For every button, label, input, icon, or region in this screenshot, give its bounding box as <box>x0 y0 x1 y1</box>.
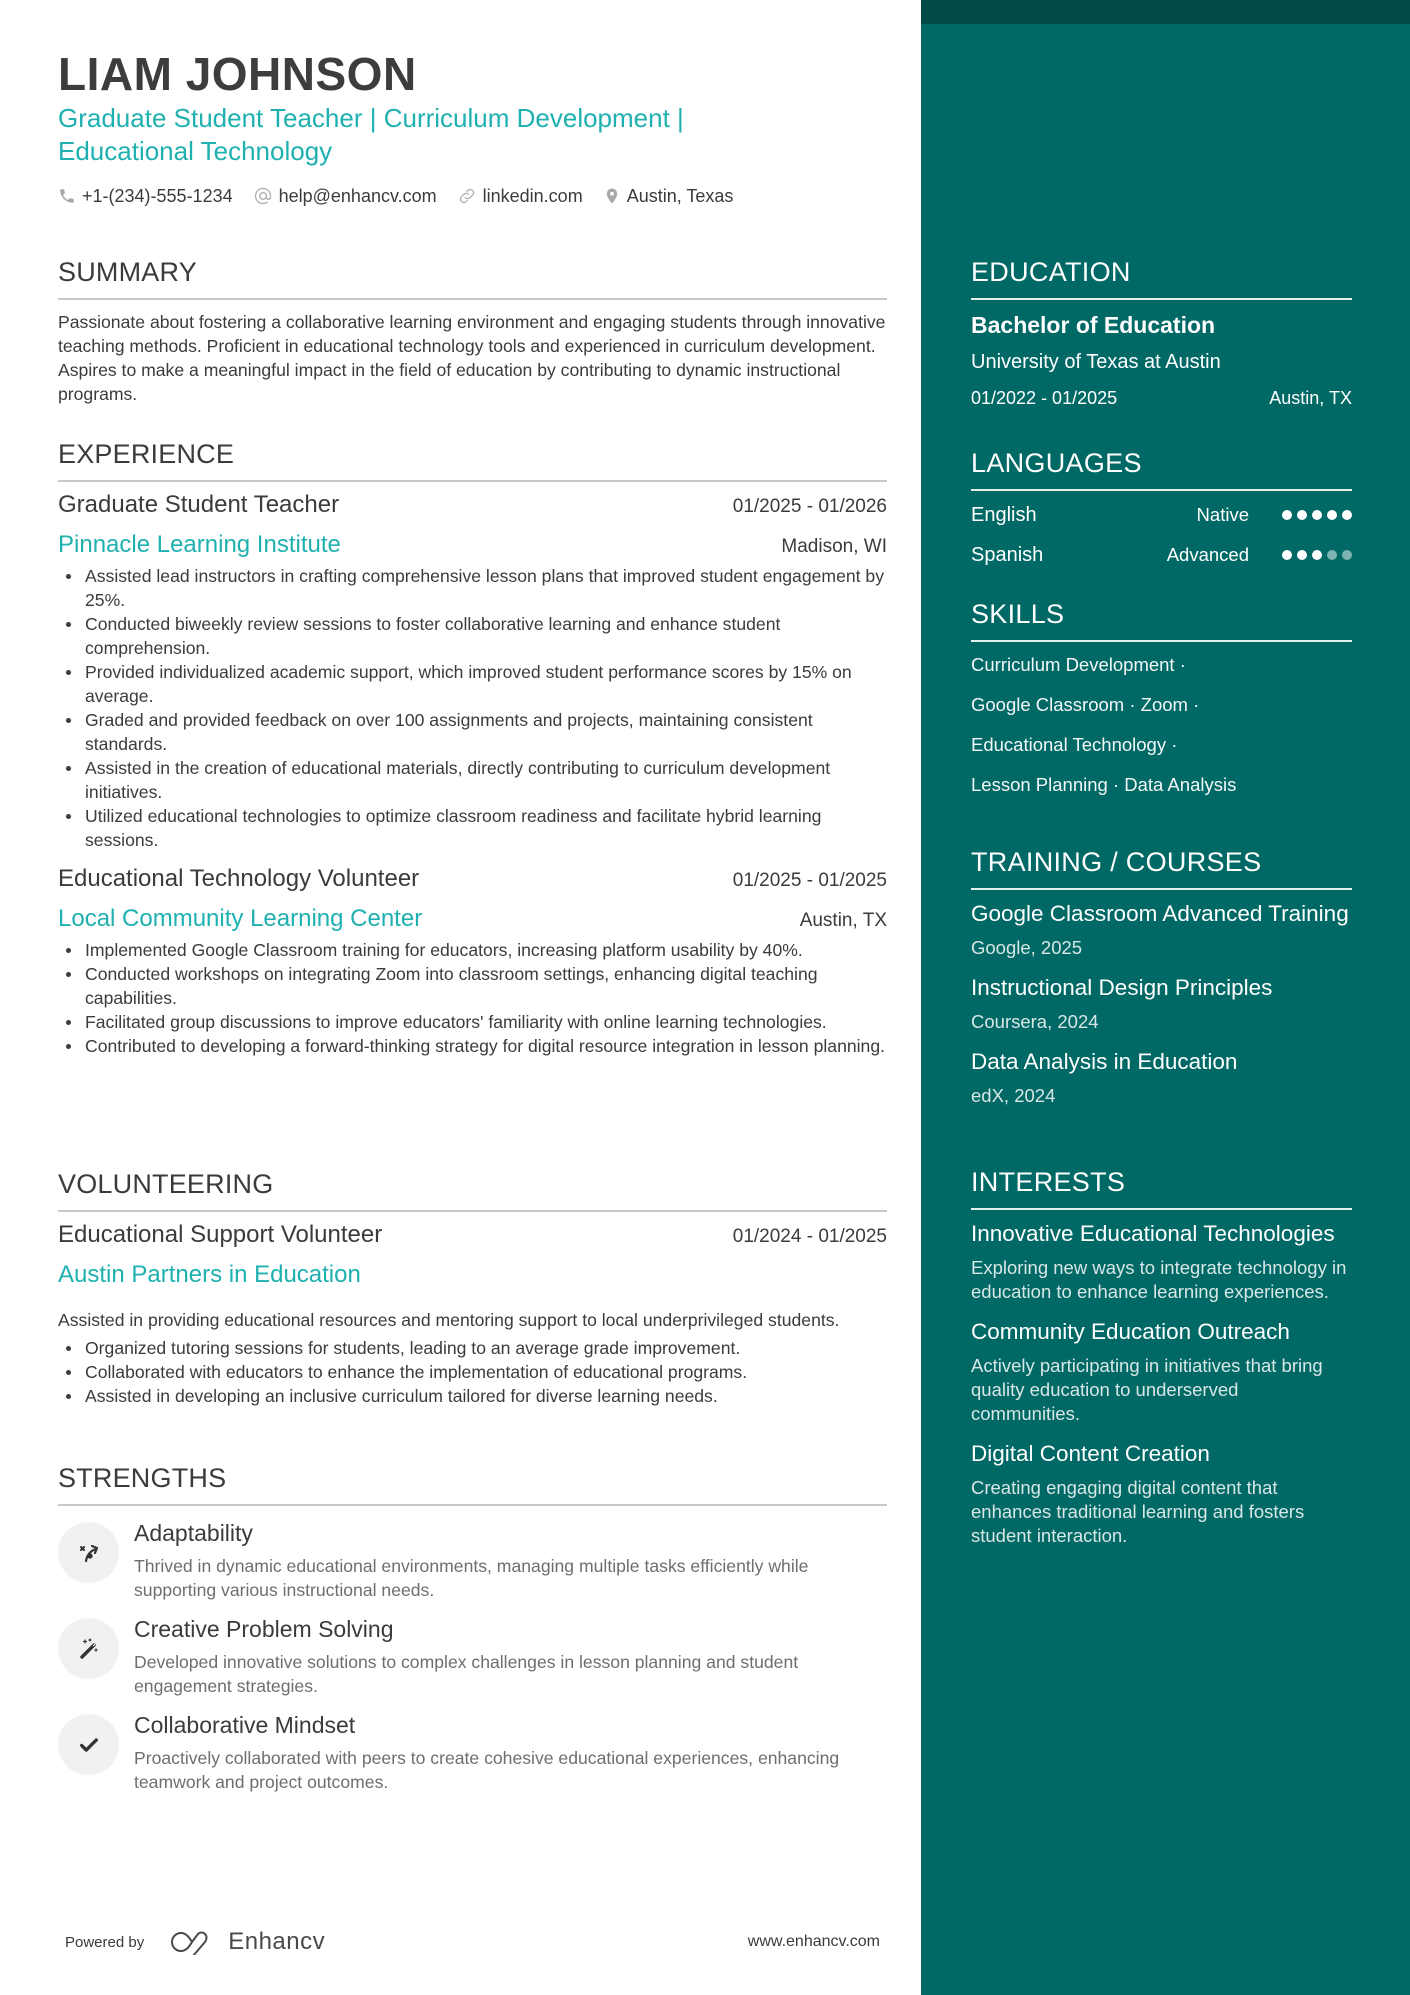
training-heading: TRAINING / COURSES <box>971 847 1262 877</box>
contact-location <box>603 186 734 207</box>
bullet-item: Assisted in developing an inclusive curriculum tailored for diverse learning needs. <box>58 1384 887 1408</box>
language-name: English <box>971 503 1037 526</box>
interest-title: Community Education Outreach <box>971 1319 1290 1344</box>
section-divider <box>58 1504 887 1506</box>
language-item <box>971 540 1352 570</box>
rating-dot-empty <box>1342 550 1352 560</box>
rating-dot-filled <box>1297 550 1307 560</box>
contact-linkedin[interactable] <box>457 186 583 207</box>
education-heading: EDUCATION <box>971 257 1131 287</box>
rating-dot-filled <box>1312 550 1322 560</box>
rating-dot-filled <box>1282 510 1292 520</box>
bullet-item: Utilized educational technologies to optimize classroom readiness and facilitate hybrid learning sessions. <box>58 804 887 852</box>
sidebar-top-bar <box>921 0 1410 24</box>
section-divider <box>971 298 1352 300</box>
checkmark-icon <box>58 1714 119 1775</box>
strength-title: Adaptability <box>134 1520 253 1546</box>
job-dates: 01/2025 - 01/2025 <box>732 870 887 891</box>
strategy-arrow-icon <box>58 1522 119 1583</box>
rating-dot-empty <box>1327 550 1337 560</box>
section-divider <box>971 888 1352 890</box>
phone-icon <box>58 187 76 205</box>
degree: Bachelor of Education <box>971 312 1216 338</box>
experience-entry <box>58 864 887 1058</box>
bullet-item: Facilitated group discussions to improve educators' familiarity with online learning technologies. <box>58 1010 887 1034</box>
volunteering-heading: VOLUNTEERING <box>58 1169 274 1199</box>
summary-heading: SUMMARY <box>58 257 197 287</box>
languages-heading: LANGUAGES <box>971 448 1142 478</box>
volunteer-description: Assisted in providing educational resources and mentoring support to local underprivileged students. <box>58 1310 840 1330</box>
course-title: Google Classroom Advanced Training <box>971 901 1349 926</box>
bullet-item: Provided individualized academic support, which improved student performance scores by 15% on average. <box>58 660 887 708</box>
job-bullets <box>58 938 887 1058</box>
candidate-title: Graduate Student Teacher | Curriculum Development | Educational Technology <box>58 103 684 166</box>
volunteering-entry <box>58 1220 887 1408</box>
language-level: Advanced <box>1166 544 1249 565</box>
website-link[interactable]: www.enhancv.com <box>747 1933 880 1950</box>
link-icon <box>457 186 477 206</box>
rating-dot-filled <box>1297 510 1307 520</box>
company-name: Pinnacle Learning Institute <box>58 531 341 558</box>
powered-by-label: Powered by <box>65 1933 145 1951</box>
section-divider <box>971 489 1352 491</box>
company-name: Local Community Learning Center <box>58 905 423 932</box>
language-rating <box>1282 510 1352 520</box>
contact-list <box>58 183 887 209</box>
skill-line: Google Classroom · Zoom · <box>971 694 1200 715</box>
education-dates: 01/2022 - 01/2025 <box>971 388 1118 408</box>
strength-item <box>58 1516 887 1602</box>
contact-phone-text: +1-(234)-555-1234 <box>82 185 233 206</box>
experience-entry <box>58 490 887 852</box>
volunteer-role: Educational Support Volunteer <box>58 1221 383 1248</box>
section-divider <box>58 298 887 300</box>
strength-description: Developed innovative solutions to complex challenges in lesson planning and student engagement strategies. <box>134 1652 799 1696</box>
volunteer-dates: 01/2024 - 01/2025 <box>732 1226 887 1247</box>
skill-line: Curriculum Development · <box>971 654 1186 675</box>
course-item <box>971 1048 1352 1108</box>
course-title: Instructional Design Principles <box>971 975 1273 1000</box>
bullet-item: Implemented Google Classroom training for educators, increasing platform usability by 40%. <box>58 938 887 962</box>
skills-section <box>971 598 1352 798</box>
volunteer-bullets <box>58 1336 887 1408</box>
bullet-item: Collaborated with educators to enhance the implementation of educational programs. <box>58 1360 887 1384</box>
at-icon <box>253 186 273 206</box>
job-dates: 01/2025 - 01/2026 <box>732 496 887 517</box>
bullet-item: Conducted workshops on integrating Zoom into classroom settings, enhancing digital teaching capabilities. <box>58 962 887 1010</box>
contact-phone[interactable] <box>58 186 233 207</box>
education-location: Austin, TX <box>1269 388 1352 408</box>
rating-dot-filled <box>1282 550 1292 560</box>
language-level: Native <box>1196 504 1249 525</box>
contact-location-text: Austin, Texas <box>626 185 734 206</box>
language-rating <box>1282 550 1352 560</box>
strength-item <box>58 1612 887 1698</box>
contact-email-text: help@enhancv.com <box>278 185 437 206</box>
strength-description: Thrived in dynamic educational environments, managing multiple tasks efficiently while supporting various instructional needs. <box>134 1556 809 1600</box>
interests-section <box>971 1166 1352 1548</box>
training-section <box>971 846 1352 1108</box>
location-pin-icon <box>603 186 621 206</box>
experience-heading: EXPERIENCE <box>58 439 235 469</box>
bullet-item: Graded and provided feedback on over 100 assignments and projects, maintaining consistent standards. <box>58 708 887 756</box>
bullet-item: Contributed to developing a forward-thinking strategy for digital resource integration in lesson planning. <box>58 1034 887 1058</box>
enhancv-logo[interactable] <box>170 1928 325 1956</box>
interest-title: Innovative Educational Technologies <box>971 1221 1335 1246</box>
job-location: Austin, TX <box>799 910 887 931</box>
rating-dot-filled <box>1327 510 1337 520</box>
skills-heading: SKILLS <box>971 599 1065 629</box>
school-name: University of Texas at Austin <box>971 351 1221 373</box>
enhancv-logo-icon <box>170 1929 216 1955</box>
strength-title: Creative Problem Solving <box>134 1616 394 1642</box>
rating-dot-filled <box>1312 510 1322 520</box>
volunteer-organization: Austin Partners in Education <box>58 1261 361 1288</box>
candidate-name: LIAM JOHNSON <box>58 48 417 100</box>
strength-item <box>58 1708 887 1794</box>
strengths-heading: STRENGTHS <box>58 1463 227 1493</box>
header <box>58 48 887 209</box>
skill-line: Lesson Planning · Data Analysis <box>971 774 1237 795</box>
summary-section <box>58 256 887 406</box>
contact-email[interactable] <box>253 186 437 207</box>
section-divider <box>971 640 1352 642</box>
section-divider <box>58 1210 887 1212</box>
education-section <box>971 256 1352 410</box>
job-bullets <box>58 564 887 852</box>
bullet-item: Assisted lead instructors in crafting comprehensive lesson plans that improved student engagement by 25%. <box>58 564 887 612</box>
job-title: Graduate Student Teacher <box>58 491 340 518</box>
skill-line: Educational Technology · <box>971 734 1178 755</box>
bullet-item: Assisted in the creation of educational materials, directly contributing to curriculum development initiatives. <box>58 756 887 804</box>
summary-text: Passionate about fostering a collaborative learning environment and engaging students through innovative teaching methods. Proficient in educational technology tools and experienced in curriculum development. Aspires to make a meaningful impact in the field of education by contributing to dynamic instructional programs. <box>58 312 886 404</box>
interest-item <box>971 1318 1352 1426</box>
course-provider: edX, 2024 <box>971 1085 1056 1106</box>
interest-title: Digital Content Creation <box>971 1441 1210 1466</box>
section-divider <box>971 1208 1352 1210</box>
interest-description: Actively participating in initiatives that bring quality education to underserved communities. <box>971 1355 1323 1424</box>
sidebar <box>921 0 1410 1995</box>
strength-title: Collaborative Mindset <box>134 1712 356 1738</box>
strengths-section <box>58 1462 887 1794</box>
course-provider: Google, 2025 <box>971 937 1083 958</box>
interest-description: Exploring new ways to integrate technology in education to enhance learning experiences. <box>971 1257 1347 1302</box>
language-name: Spanish <box>971 543 1044 566</box>
course-provider: Coursera, 2024 <box>971 1011 1099 1032</box>
strength-description: Proactively collaborated with peers to create cohesive educational experiences, enhancing teamwork and project outcomes. <box>134 1748 840 1792</box>
volunteering-section <box>58 1168 887 1408</box>
experience-section <box>58 438 887 1058</box>
course-item <box>971 974 1352 1034</box>
course-title: Data Analysis in Education <box>971 1049 1238 1074</box>
footer <box>65 1928 880 1956</box>
contact-linkedin-text: linkedin.com <box>482 185 583 206</box>
rating-dot-filled <box>1342 510 1352 520</box>
languages-section <box>971 447 1352 570</box>
interest-description: Creating engaging digital content that enhances traditional learning and fosters student interaction. <box>971 1477 1305 1546</box>
interest-item <box>971 1220 1352 1304</box>
course-item <box>971 900 1352 960</box>
interest-item <box>971 1440 1352 1548</box>
section-divider <box>58 480 887 482</box>
bullet-item: Conducted biweekly review sessions to foster collaborative learning and enhance student comprehension. <box>58 612 887 660</box>
job-title: Educational Technology Volunteer <box>58 865 420 892</box>
brand-name: Enhancv <box>228 1928 326 1955</box>
magic-wand-icon <box>58 1618 119 1679</box>
interests-heading: INTERESTS <box>971 1167 1126 1197</box>
bullet-item: Organized tutoring sessions for students, leading to an average grade improvement. <box>58 1336 887 1360</box>
job-location: Madison, WI <box>781 536 887 557</box>
language-item <box>971 500 1352 530</box>
